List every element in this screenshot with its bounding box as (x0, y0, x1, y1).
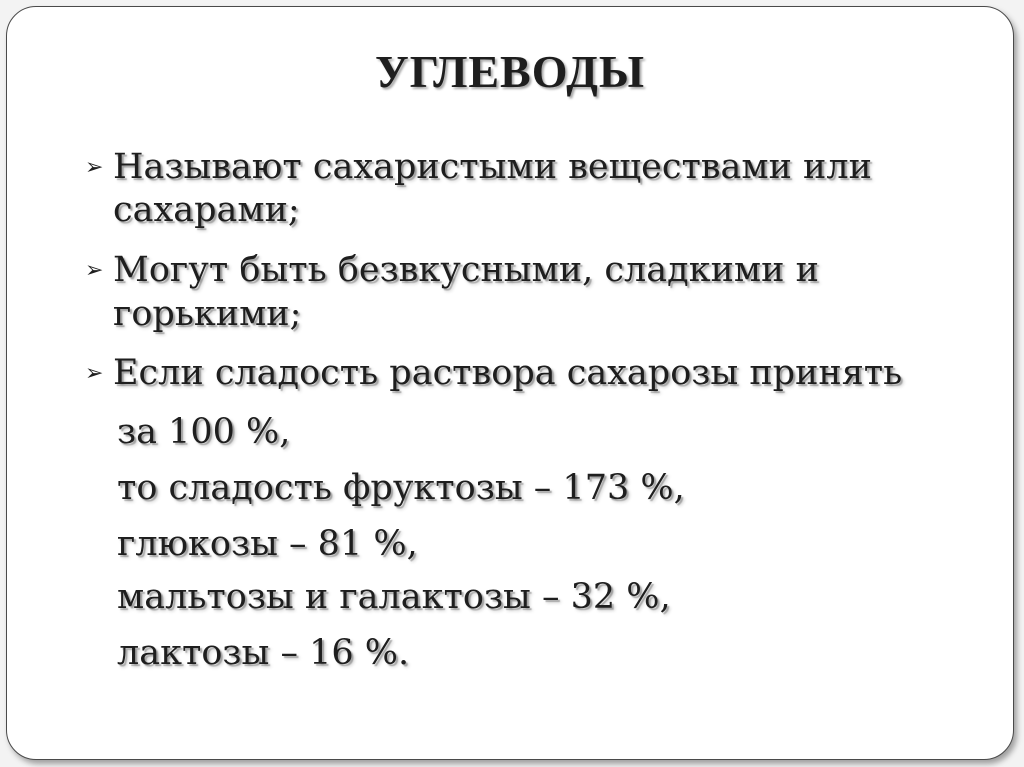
bullet-item (85, 250, 819, 291)
bullet-text: Если сладость раствора сахарозы принять (113, 353, 903, 393)
bullet-text-continued: горькими; (113, 294, 302, 334)
bullet-item (85, 353, 902, 394)
arrowhead-bullet-icon: ➢ (85, 155, 104, 180)
bullet-text: Называют сахаристыми веществами или (113, 147, 872, 187)
arrowhead-bullet-icon: ➢ (85, 258, 104, 283)
bullet-text: Могут быть безвкусными, сладкими и (113, 250, 819, 290)
bullet-text-continued: сахарами; (113, 190, 300, 230)
continuation-line: то сладость фруктозы – 173 %, (117, 468, 685, 508)
continuation-line: лактозы – 16 %. (117, 633, 410, 673)
continuation-line: за 100 %, (117, 412, 291, 452)
slide-title: УГЛЕВОДЫ (374, 46, 646, 97)
continuation-line: глюкозы – 81 %, (117, 524, 418, 564)
slide (6, 6, 1014, 760)
arrowhead-bullet-icon: ➢ (85, 361, 104, 386)
bullet-item (85, 147, 872, 188)
continuation-line: мальтозы и галактозы – 32 %, (117, 577, 671, 617)
